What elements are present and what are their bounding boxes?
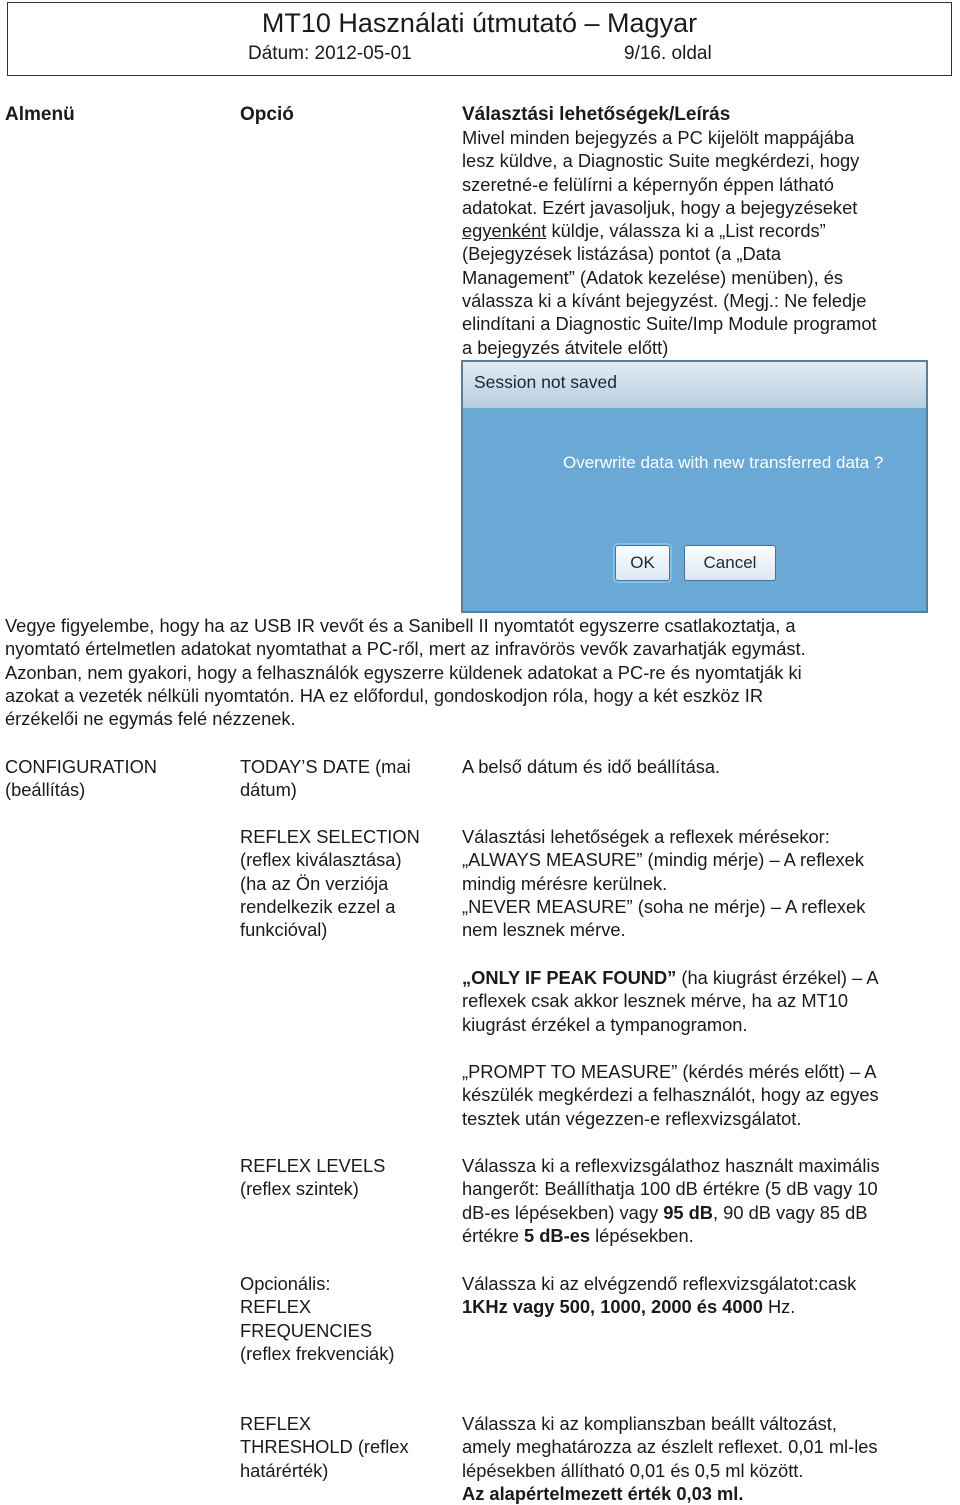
option-label: REFLEX SELECTION: [240, 826, 420, 847]
option-label: (reflex szintek): [240, 1178, 359, 1200]
desc-line: készülék megkérdezi a felhasználót, hogy az egyes: [462, 1084, 879, 1106]
option-label: FREQUENCIES: [240, 1319, 373, 1341]
desc-line: Válassza ki az komplianszban beállt változást,: [462, 1413, 837, 1434]
dialog-title: Session not saved: [474, 372, 618, 392]
dialog-titlebar: [463, 362, 926, 408]
note-paragraph: [5, 614, 950, 730]
step-size-value: 5 dB-es: [523, 1224, 591, 1246]
frequency-values: 1KHz vagy 500, 1000, 2000 és 4000: [462, 1296, 763, 1318]
default-level-value: 95 dB: [663, 1201, 714, 1223]
option-label: REFLEX: [240, 1413, 312, 1434]
intro-line: a bejegyzés átvitele előtt): [462, 336, 669, 358]
option-label: TODAY’S DATE (mai: [240, 756, 411, 777]
desc-text: értékre: [462, 1224, 524, 1246]
option-label: (reflex kiválasztása): [240, 849, 402, 871]
desc-text: dB-es lépésekben) vagy: [462, 1201, 664, 1223]
desc-line: [462, 895, 942, 918]
intro-line: Management” (Adatok kezelése) menüben), és: [462, 266, 844, 288]
intro-line: szeretné-e felülírni a képernyőn éppen látható: [462, 173, 834, 195]
submenu-label: (beállítás): [5, 779, 86, 801]
always-measure-label: „ALWAYS MEASURE”: [462, 849, 643, 871]
desc-text: (soha ne mérje) – A reflexek: [632, 895, 866, 917]
desc-line: reflexek csak akkor lesznek mérve, ha az MT10: [462, 990, 849, 1012]
option-label: (ha az Ön verziója: [240, 872, 389, 894]
submenu-label: CONFIGURATION: [5, 756, 157, 777]
desc-text: Hz.: [762, 1296, 796, 1318]
document-date: Dátum: 2012-05-01: [248, 43, 412, 64]
note-line: Azonban, nem gyakori, hogy a felhasználók egyszerre küldenek adatokat a PC-re és nyomtatják ki: [5, 661, 802, 683]
desc-line: [462, 1060, 942, 1083]
intro-line: lesz küldve, a Diagnostic Suite megkérdezi, hogy: [462, 150, 860, 172]
prompt-to-measure-label: „PROMPT TO MEASURE”: [462, 1061, 678, 1082]
desc-line: Válassza ki az elvégzendő reflexvizsgálatot:cask: [462, 1273, 857, 1294]
desc-line: [462, 1201, 942, 1224]
only-if-peak-found-label: „ONLY IF PEAK FOUND”: [462, 967, 677, 988]
desc-text: , 90 dB vagy 85 dB: [713, 1201, 868, 1223]
desc-prompt-to-measure: [462, 1060, 942, 1130]
intro-line-rest: küldje, válassza ki a „List records”: [546, 220, 826, 242]
default-threshold-value: Az alapértelmezett érték 0,03 ml.: [462, 1482, 744, 1504]
desc-line: hangerőt: Beállíthatja 100 dB értékre (5 dB vagy 10: [462, 1178, 878, 1200]
note-line: nyomtató értelmetlen adatokat nyomtathat a PC-ről, mert az infravörös vevők zavarhatják egymást.: [5, 638, 806, 660]
submenu-configuration: [5, 755, 157, 802]
desc-line: [462, 1224, 942, 1247]
desc-reflex-selection: [462, 825, 942, 941]
intro-paragraph: [462, 126, 942, 359]
column-header-option: Opció: [240, 104, 294, 125]
desc-line: lépésekben állítható 0,01 és 0,5 ml között.: [462, 1459, 804, 1481]
note-line: érzékelői ne egymás felé nézzenek.: [5, 708, 296, 730]
desc-text: lépésekben.: [590, 1224, 694, 1246]
desc-line: amely meghatározza az észlelt reflexet. 0,01 ml-les: [462, 1436, 878, 1458]
option-label: határérték): [240, 1459, 329, 1481]
desc-text: (mindig mérje) – A reflexek: [642, 849, 864, 871]
option-label: REFLEX: [240, 1296, 312, 1318]
desc-line: [462, 966, 942, 989]
desc-only-if-peak-found: [462, 966, 942, 1036]
intro-line: válassza ki a kívánt bejegyzést. (Megj.: Ne feledje: [462, 290, 867, 312]
intro-line: (Bejegyzések listázása) pontot (a „Data: [462, 243, 782, 265]
intro-line: Mivel minden bejegyzés a PC kijelölt mappájába: [462, 127, 855, 148]
intro-line: elindítani a Diagnostic Suite/Imp Module programot: [462, 313, 877, 335]
desc-line: mindig mérésre kerülnek.: [462, 872, 668, 894]
dialog-message: Overwrite data with new transferred data ?: [563, 453, 884, 472]
desc-todays-date: A belső dátum és idő beállítása.: [462, 756, 721, 777]
option-label: dátum): [240, 779, 297, 801]
desc-line: kiugrást érzékel a tympanogramon.: [462, 1013, 748, 1035]
option-label: funkcióval): [240, 919, 328, 941]
desc-line: [462, 1295, 942, 1318]
option-todays-date: [240, 755, 411, 802]
note-line: Vegye figyelembe, hogy ha az USB IR vevőt és a Sanibell II nyomtatót egyszerre csatlakoztatja, a: [5, 615, 796, 636]
underlined-word: egyenként: [462, 220, 547, 242]
ok-button[interactable]: OK: [615, 545, 670, 581]
option-label: (reflex frekvenciák): [240, 1342, 395, 1364]
option-label: rendelkezik ezzel a: [240, 895, 396, 917]
page-header: [7, 2, 952, 76]
option-reflex-frequencies: [240, 1272, 394, 1365]
desc-reflex-frequencies: [462, 1272, 942, 1319]
option-label: THRESHOLD (reflex: [240, 1436, 409, 1458]
option-reflex-selection: [240, 825, 420, 941]
cancel-button[interactable]: Cancel: [684, 545, 776, 581]
option-reflex-threshold: [240, 1412, 409, 1482]
option-label: Opcionális:: [240, 1273, 331, 1294]
session-not-saved-dialog: [461, 360, 928, 613]
desc-line: [462, 848, 942, 871]
intro-line: adatokat. Ezért javasoljuk, hogy a bejegyzéseket: [462, 196, 858, 218]
page-number: 9/16. oldal: [624, 43, 712, 64]
never-measure-label: „NEVER MEASURE”: [462, 895, 633, 917]
desc-text: (ha kiugrást érzékel) – A: [676, 967, 879, 988]
note-line: azokat a vezeték nélküli nyomtatón. HA ez előfordul, gondoskodjon róla, hogy a két eszköz IR: [5, 684, 764, 706]
desc-text: (kérdés mérés előtt) – A: [677, 1061, 877, 1082]
desc-reflex-levels: [462, 1154, 942, 1247]
option-label: REFLEX LEVELS: [240, 1155, 386, 1176]
desc-line: tesztek után végezzen-e reflexvizsgálatot.: [462, 1107, 802, 1129]
desc-line: Válassza ki a reflexvizsgálathoz használt maximális: [462, 1155, 880, 1176]
option-reflex-levels: [240, 1154, 385, 1201]
desc-reflex-threshold: [462, 1412, 942, 1505]
desc-line: nem lesznek mérve.: [462, 919, 626, 941]
desc-line: Választási lehetőségek a reflexek mérésekor:: [462, 826, 830, 847]
intro-line: [462, 219, 942, 242]
column-header-choices: Választási lehetőségek/Leírás: [462, 104, 731, 125]
document-title: MT10 Használati útmutató – Magyar: [261, 8, 698, 38]
column-header-submenu: Almenü: [5, 104, 75, 125]
